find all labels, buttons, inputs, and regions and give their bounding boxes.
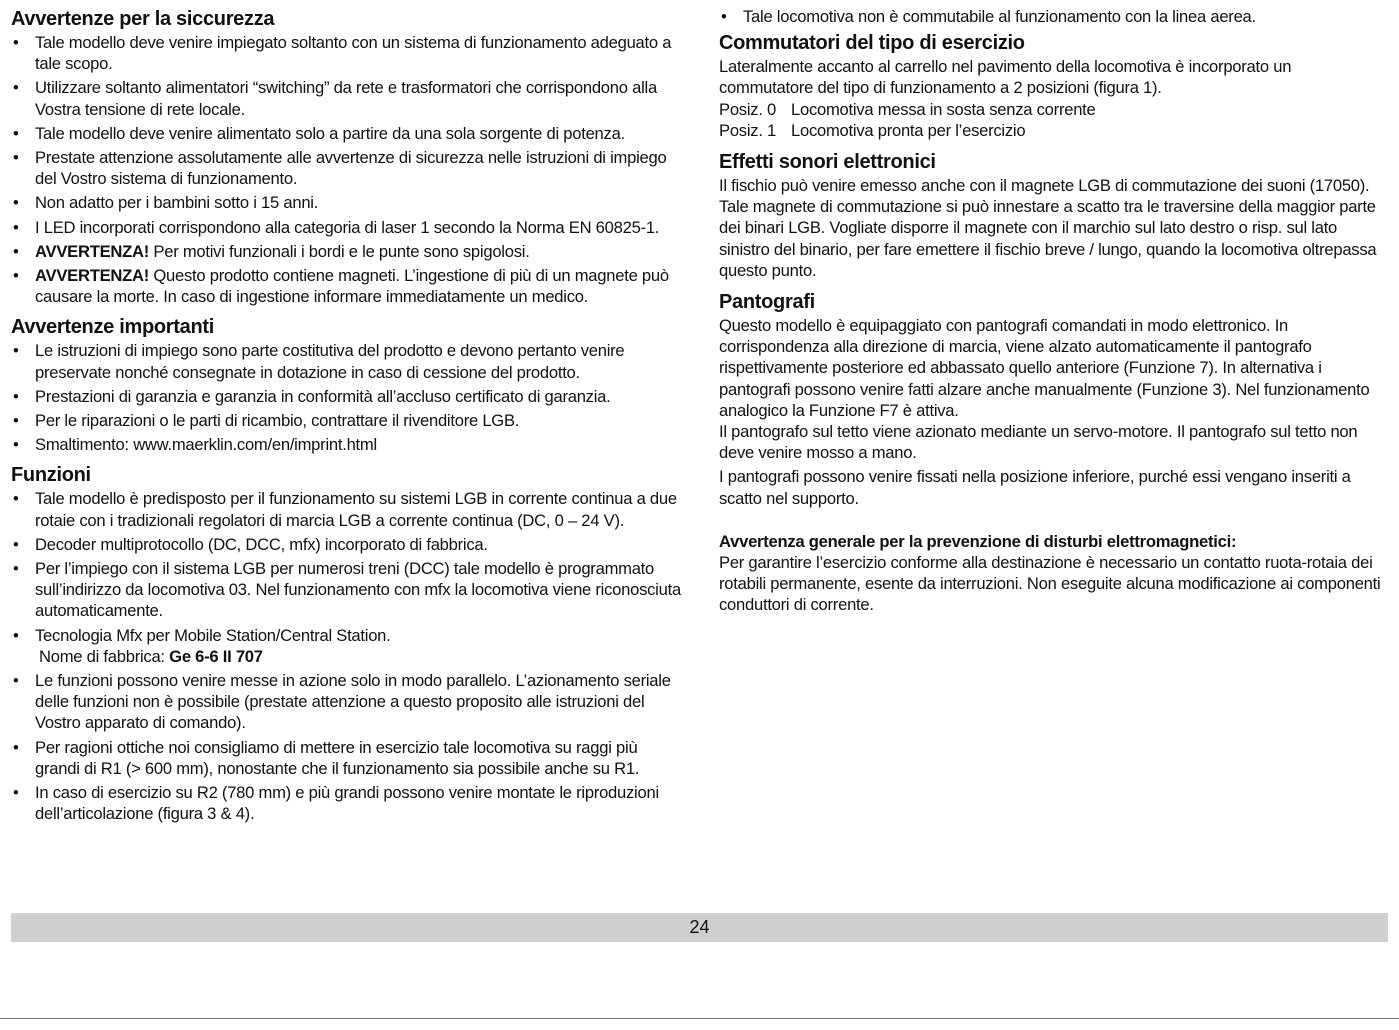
pantographs-text-1: Questo modello è equipaggiato con pantografi comandati in modo elettronico. In corrispondenza alla direzione di marcia, viene alzato automaticamente il pantografo rispettivamente posteriore ed abbassato quello anteriore (Funzione 7). In alternativa i pantografi possono venire fatti alzare anche manualmente (Funzione 3). Nel funzionamento analogico la Funzione F7 è attiva. xyxy=(719,316,1370,420)
safety-list xyxy=(11,32,683,307)
safety-section xyxy=(11,6,683,307)
mode-switch-text: Lateralmente accanto al carrello nel pavimento della locomotiva è incorporato un commutatore del tipo di funzionamento a 2 posizioni (figura 1). xyxy=(719,57,1292,98)
functions-list xyxy=(11,488,683,824)
list-item: • Le funzioni possono venire messe in azione solo in modo parallelo. L’azionamento seriale delle funzioni non è possibile (prestate attenzione a questo proposito alle istruzioni del Vostro apparato di comando). xyxy=(11,670,683,734)
mode-switch-section xyxy=(719,30,1387,141)
position-label: Posiz. 0 xyxy=(719,99,777,119)
pantographs-heading: Pantografi xyxy=(719,291,815,314)
list-item: • Per l’impiego con il sistema LGB per numerosi treni (DCC) tale modello è programmato sull’indirizzo da locomotiva 03. Nel funzionamento con mfx la locomotiva viene riconosciuta automaticamente. xyxy=(11,558,683,622)
list-item xyxy=(11,265,683,307)
position-label: Posiz. 1 xyxy=(719,120,777,140)
mode-switch-heading: Commutatori del tipo di esercizio xyxy=(719,32,1025,55)
list-item: • In caso di esercizio su R2 (780 mm) e più grandi possono venire montate le riproduzioni dell’articolazione (figura 3 & 4). xyxy=(11,782,683,824)
emc-section xyxy=(719,531,1387,616)
warning-text: Questo prodotto contiene magneti. L’ingestione di più di un magnete può causare la morte. In caso di ingestione informare immediatamente un medico. xyxy=(35,266,669,307)
list-item: • I LED incorporati corrispondono alla categoria di laser 1 secondo la Norma EN 60825-1. xyxy=(11,217,683,238)
functions-heading: Funzioni xyxy=(11,464,91,487)
sound-heading: Effetti sonori elettronici xyxy=(719,151,936,174)
pantographs-text-3: I pantografi possono venire fissati nella posizione inferiore, purché essi vengano inseriti a scatto nel supporto. xyxy=(719,467,1351,508)
list-item: • Smaltimento: www.maerklin.com/en/imprint.html xyxy=(11,434,683,455)
list-item: • Tale locomotiva non è commutabile al funzionamento con la linea aerea. xyxy=(719,6,1387,27)
list-item: • Prestate attenzione assolutamente alle avvertenze di sicurezza nelle istruzioni di impiego del Vostro sistema di funzionamento. xyxy=(11,147,683,189)
pantographs-section xyxy=(719,289,1387,509)
important-list xyxy=(11,340,683,455)
right-column xyxy=(719,6,1387,623)
position-row xyxy=(719,99,1387,120)
position-text: Locomotiva pronta per l’esercizio xyxy=(791,120,1026,140)
important-section xyxy=(11,314,683,455)
safety-heading: Avvertenze per la siccurezza xyxy=(11,8,275,30)
emc-text: Per garantire l’esercizio conforme alla destinazione è necessario un contatto ruota-rotaia dei rotabili permanente, esente da interruzioni. Non eseguite alcuna modificazione ai componenti conduttori di corrente. xyxy=(719,553,1381,615)
list-item xyxy=(11,625,683,667)
page-number: 24 xyxy=(689,917,710,937)
position-row xyxy=(719,120,1387,141)
factory-name-value: Ge 6-6 II 707 xyxy=(169,646,263,666)
position-text: Locomotiva messa in sosta senza corrente xyxy=(791,99,1096,119)
list-item: • Le istruzioni di impiego sono parte costitutiva del prodotto e devono pertanto venire preservate nonché consegnate in dotazione in caso di cessione del prodotto. xyxy=(11,340,683,382)
sound-section xyxy=(719,149,1387,281)
list-item: • Non adatto per i bambini sotto i 15 anni. xyxy=(11,192,683,213)
overhead-line-list xyxy=(719,6,1387,27)
factory-name-label: Nome di fabbrica: xyxy=(39,646,170,666)
list-item: • Tale modello deve venire alimentato solo a partire da una sola sorgente di potenza. xyxy=(11,123,683,144)
list-item: • Decoder multiprotocollo (DC, DCC, mfx) incorporato di fabbrica. xyxy=(11,534,683,555)
emc-heading: Avvertenza generale per la prevenzione di disturbi elettromagnetici: xyxy=(719,531,1237,551)
important-heading: Avvertenze importanti xyxy=(11,316,215,339)
warning-label: AVVERTENZA! xyxy=(35,241,150,261)
sound-text: Il fischio può venire emesso anche con il magnete LGB di commutazione dei suoni (17050). Tale magnete di commutazione si può innestare a scatto tra le traversine della maggior parte dei binari LGB. Vogliate disporre il magnete con il marchio sul lato destro o risp. sul lato sinistro del binario, per fare emettere il fischio breve / lungo, quando la locomotiva oltrepassa questo punto. xyxy=(719,176,1377,280)
left-column xyxy=(11,6,683,832)
list-item: • Tale modello deve venire impiegato soltanto con un sistema di funzionamento adeguato a tale scopo. xyxy=(11,32,683,74)
divider xyxy=(0,1018,1399,1019)
warning-label: AVVERTENZA! xyxy=(35,266,150,286)
warning-text: Per motivi funzionali i bordi e le punte sono spigolosi. xyxy=(149,241,530,261)
list-item xyxy=(11,241,683,262)
list-item: • Utilizzare soltanto alimentatori “switching” da rete e trasformatori che corrispondono alla Vostra tensione di rete locale. xyxy=(11,77,683,119)
functions-section xyxy=(11,462,683,824)
page-footer xyxy=(11,913,1388,942)
mfx-line: Tecnologia Mfx per Mobile Station/Central Station. xyxy=(35,625,391,645)
pantographs-text-2: Il pantografo sul tetto viene azionato mediante un servo-motore. Il pantografo sul tetto non deve venire mosso a mano. xyxy=(719,422,1358,463)
list-item: • Tale modello è predisposto per il funzionamento su sistemi LGB in corrente continua a due rotaie con i tradizionali regolatori di marcia LGB a corrente continua (DC, 0 – 24 V). xyxy=(11,488,683,530)
list-item: • Prestazioni di garanzia e garanzia in conformità all’accluso certificato di garanzia. xyxy=(11,386,683,407)
list-item: • Per le riparazioni o le parti di ricambio, contrattare il rivenditore LGB. xyxy=(11,410,683,431)
list-item: • Per ragioni ottiche noi consigliamo di mettere in esercizio tale locomotiva su raggi più grandi di R1 (> 600 mm), nonostante che il funzionamento sia possibile anche su R1. xyxy=(11,737,683,779)
